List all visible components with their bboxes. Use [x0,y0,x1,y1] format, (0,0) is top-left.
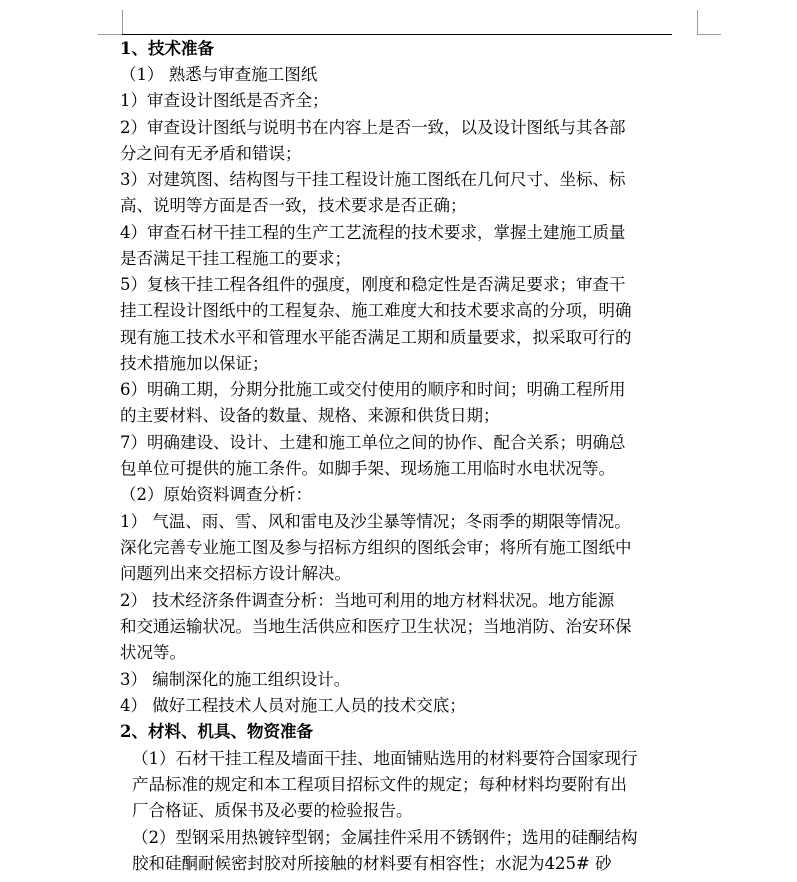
paragraph-line: 1）审查设计图纸是否齐全； [120,91,329,110]
paragraph-line: （1） 熟悉与审查施工图纸 [120,65,318,84]
paragraph-line: 3） 编制深化的施工组织设计。 [120,670,351,689]
section-heading: 1、技术准备 [120,39,214,58]
paragraph-line: 问题列出来交招标方设计解决。 [120,564,351,583]
paragraph-line: 挂工程设计图纸中的工程复杂、施工难度大和技术要求高的分项，明确 [120,301,632,320]
paragraph-line: 1） 气温、雨、雪、风和雷电及沙尘暴等情况；冬雨季的期限等情况。 [120,512,631,531]
paragraph-line: 5）复核干挂工程各组件的强度，刚度和稳定性是否满足要求；审查干 [120,275,626,294]
paragraph-line: 现有施工技术水平和管理水平能否满足工期和质量要求，拟采取可行的 [120,328,632,347]
paragraph-line: 厂合格证、质保书及必要的检验报告。 [132,801,413,820]
paragraph-line: （2）原始资料调查分析： [120,485,312,504]
crop-mark-left-vertical [122,10,123,34]
paragraph-line: 的主要材料、设备的数量、规格、来源和供货日期； [120,406,500,425]
crop-mark-right-vertical [697,10,698,34]
paragraph-line: 2） 技术经济条件调查分析：当地可利用的地方材料状况。地方能源 [120,591,615,610]
paragraph-line: 2）审查设计图纸与说明书在内容上是否一致，以及设计图纸与其各部 [120,118,626,137]
paragraph-line: 高、说明等方面是否一致，技术要求是否正确； [120,196,467,215]
paragraph-line: 是否满足干挂工程施工的要求； [120,249,351,268]
paragraph-line: 6）明确工期，分期分批施工或交付使用的顺序和时间；明确工程所用 [120,380,626,399]
paragraph-line: 产品标准的规定和本工程项目招标文件的规定；每种材料均要附有出 [132,775,627,794]
paragraph-line: 分之间有无矛盾和错误； [120,144,302,163]
paragraph-line: 4）审查石材干挂工程的生产工艺流程的技术要求，掌握土建施工质量 [120,223,626,242]
paragraph-line: 7）明确建设、设计、土建和施工单位之间的协作、配合关系；明确总 [120,433,626,452]
paragraph-line: （2）型钢采用热镀锌型钢；金属挂件采用不锈钢件；选用的硅酮结构 [132,828,638,847]
paragraph-line: 包单位可提供的施工条件。如脚手架、现场施工用临时水电状况等。 [120,459,615,478]
paragraph-line: 技术措施加以保证； [120,354,269,373]
paragraph-line: 和交通运输状况。当地生活供应和医疗卫生状况；当地消防、治安环保 [120,617,632,636]
paragraph-line: 胶和硅酮耐候密封胶对所接触的材料要有相容性；水泥为425# 砂 [132,854,612,873]
crop-mark-left-horizontal [98,34,122,35]
header-rule [122,34,672,35]
section-heading: 2、材料、机具、物资准备 [120,722,313,741]
paragraph-line: 深化完善专业施工图及参与招标方组织的图纸会审；将所有施工图纸中 [120,538,632,557]
crop-mark-right-horizontal [697,34,721,35]
paragraph-line: （1）石材干挂工程及墙面干挂、地面铺贴选用的材料要符合国家现行 [132,749,638,768]
paragraph-line: 4） 做好工程技术人员对施工人员的技术交底； [120,696,466,715]
paragraph-line: 状况等。 [120,643,186,662]
paragraph-line: 3）对建筑图、结构图与干挂工程设计施工图纸在几何尺寸、坐标、标 [120,170,626,189]
